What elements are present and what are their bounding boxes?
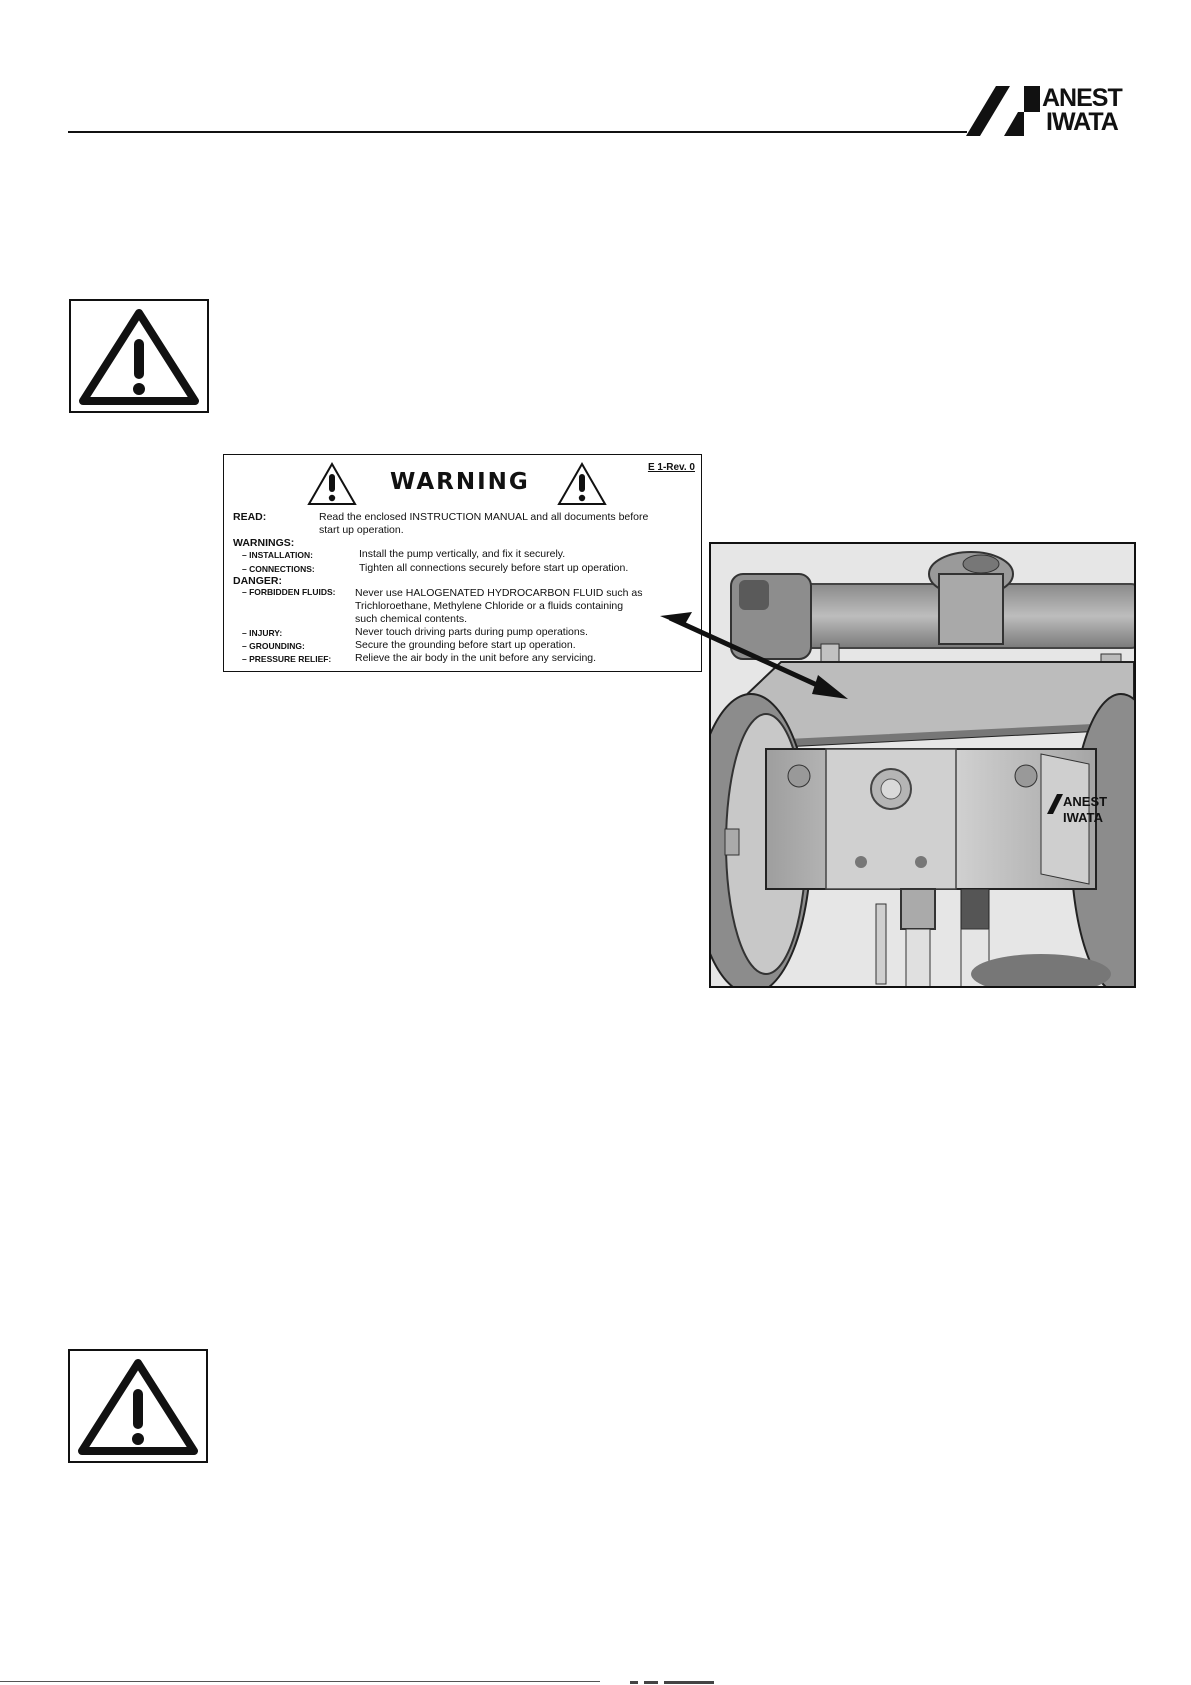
warning-box-bottom <box>68 1349 208 1463</box>
label-revision: E 1-Rev. 0 <box>647 462 695 473</box>
label-pressure-key: – PRESSURE RELIEF: <box>242 654 332 664</box>
pump-photo <box>709 542 1136 988</box>
label-danger-key: DANGER: <box>233 575 282 587</box>
header-rule <box>68 131 967 133</box>
label-pressure-text: Relieve the air body in the unit before any servicing. <box>355 652 597 664</box>
warning-triangle-icon <box>71 301 207 411</box>
label-read-text-1: Read the enclosed INSTRUCTION MANUAL and all documents before <box>319 511 649 523</box>
label-forbidden-text-1: Never use HALOGENATED HYDROCARBON FLUID such as <box>355 587 643 599</box>
label-injury-text: Never touch driving parts during pump operations. <box>355 626 588 638</box>
warning-triangle-icon <box>70 1351 206 1461</box>
warning-label <box>223 454 702 672</box>
logo-mark-icon <box>966 84 1042 136</box>
photo-plate-line2: IWATA <box>1063 810 1103 825</box>
logo-wordmark <box>1042 86 1122 134</box>
label-forbidden-text-3: such chemical contents. <box>355 613 468 625</box>
anest-iwata-logo <box>966 84 1146 138</box>
label-forbidden-text-2: Trichloroethane, Methylene Chloride or a fluids containing <box>355 600 624 612</box>
logo-word-anest: ANEST <box>1042 84 1122 112</box>
label-connections-key: – CONNECTIONS: <box>242 564 315 574</box>
label-installation-key: – INSTALLATION: <box>242 550 313 560</box>
footer-rule <box>0 1681 600 1682</box>
label-injury-key: – INJURY: <box>242 628 283 638</box>
label-read-text-2: start up operation. <box>319 524 404 536</box>
pump-illustration <box>711 544 1134 986</box>
label-warnings-key: WARNINGS: <box>233 537 295 549</box>
label-grounding-text: Secure the grounding before start up operation. <box>355 639 576 651</box>
warning-triangle-icon <box>556 461 608 507</box>
label-title: WARNING <box>390 469 530 495</box>
photo-plate-line1: ANEST <box>1063 794 1108 809</box>
logo-word-iwata: IWATA <box>1046 108 1118 136</box>
label-grounding-key: – GROUNDING: <box>242 641 305 651</box>
warning-triangle-icon <box>306 461 358 507</box>
label-connections-text: Tighten all connections securely before start up operation. <box>359 562 629 574</box>
warning-box-top <box>69 299 209 413</box>
footer-fragment <box>630 1677 760 1685</box>
label-installation-text: Install the pump vertically, and fix it securely. <box>359 548 566 560</box>
label-forbidden-key: – FORBIDDEN FLUIDS: <box>242 587 336 597</box>
label-read-key: READ: <box>233 511 267 523</box>
